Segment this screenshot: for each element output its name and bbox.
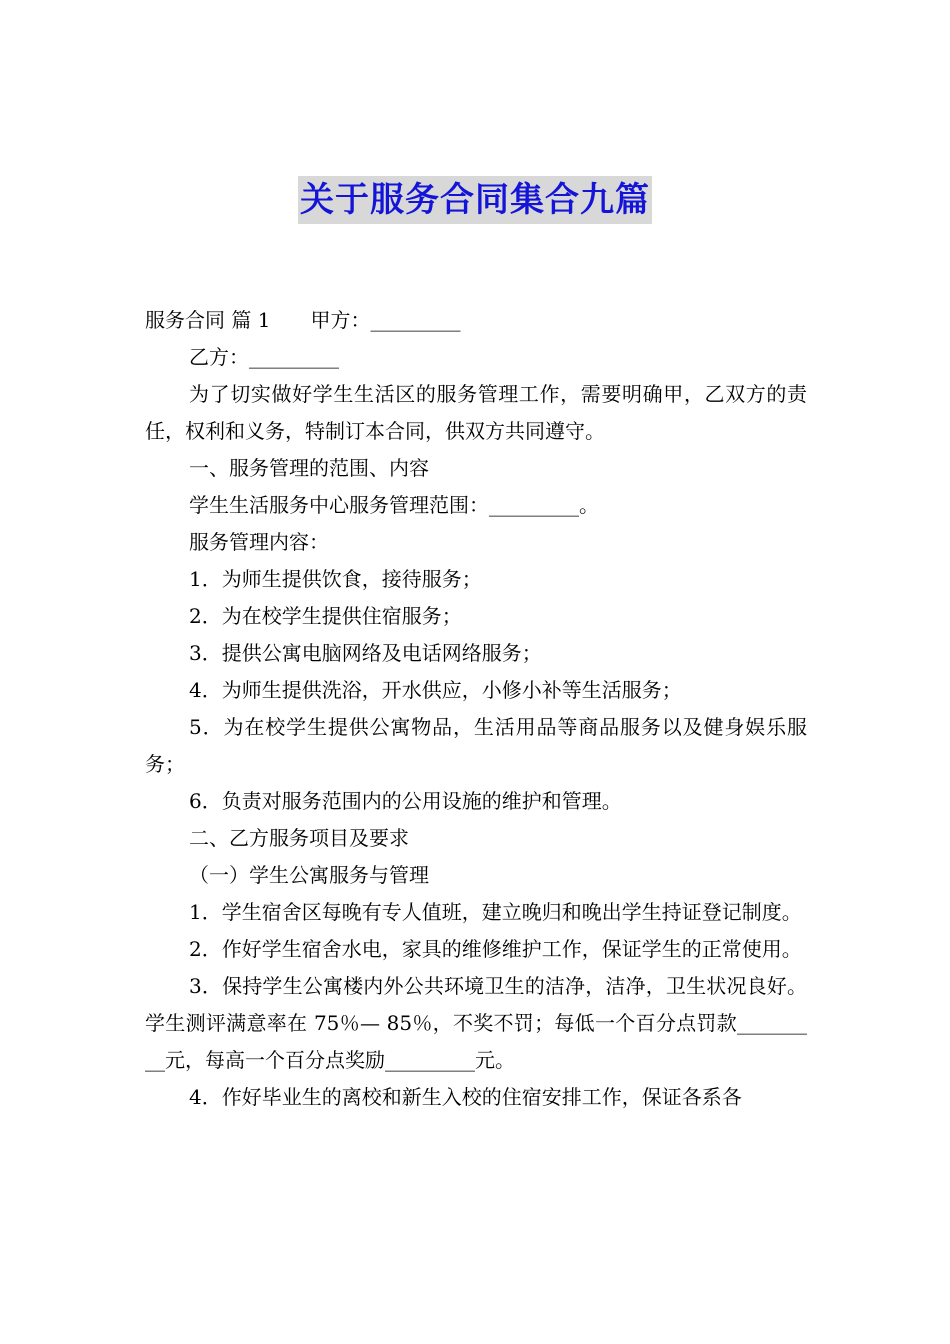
first-line xyxy=(145,302,807,339)
list-item: 4．作好毕业生的离校和新生入校的住宿安排工作，保证各系各 xyxy=(189,1085,742,1109)
list-item: 3．提供公寓电脑网络及电话网络服务； xyxy=(189,641,542,665)
title-container xyxy=(0,176,950,224)
intro-paragraph: 为了切实做好学生生活区的服务管理工作，需要明确甲，乙双方的责任，权利和义务，特制订本合同，供双方共同遵守。 xyxy=(145,382,807,443)
list-item: 3．保持学生公寓楼内外公共环境卫生的洁净，洁净，卫生状况良好。学生测评满意率在 75％— 85％，不奖不罚；每低一个百分点罚款_________元，每高一个百分点奖励_________元。 xyxy=(145,974,807,1072)
list-item: 2．为在校学生提供住宿服务； xyxy=(189,604,462,628)
list-item: 1．学生宿舍区每晚有专人值班，建立晚归和晚出学生持证登记制度。 xyxy=(189,900,802,924)
party-b-line: 乙方：_________ xyxy=(189,345,339,369)
list-item: 1．为师生提供饮食，接待服务； xyxy=(189,567,482,591)
scope-paragraph: 学生生活服务中心服务管理范围：_________。 xyxy=(189,493,599,517)
section-heading-2: 二、乙方服务项目及要求 xyxy=(189,826,409,850)
subsection-heading: （一）学生公寓服务与管理 xyxy=(189,863,429,887)
list-item: 4．为师生提供洗浴，开水供应，小修小补等生活服务； xyxy=(189,678,682,702)
list-item: 6．负责对服务范围内的公用设施的维护和管理。 xyxy=(189,789,622,813)
list-item: 2．作好学生宿舍水电，家具的维修维护工作，保证学生的正常使用。 xyxy=(189,937,802,961)
section-heading: 服务合同 篇 1 xyxy=(145,308,271,332)
content-heading: 服务管理内容： xyxy=(189,530,329,554)
document-body xyxy=(145,302,807,1116)
list-item: 5．为在校学生提供公寓物品，生活用品等商品服务以及健身娱乐服务； xyxy=(145,715,807,776)
section-heading-1: 一、服务管理的范围、内容 xyxy=(189,456,429,480)
document-title: 关于服务合同集合九篇 xyxy=(298,176,652,224)
party-a-line: 甲方：_________ xyxy=(310,308,461,332)
